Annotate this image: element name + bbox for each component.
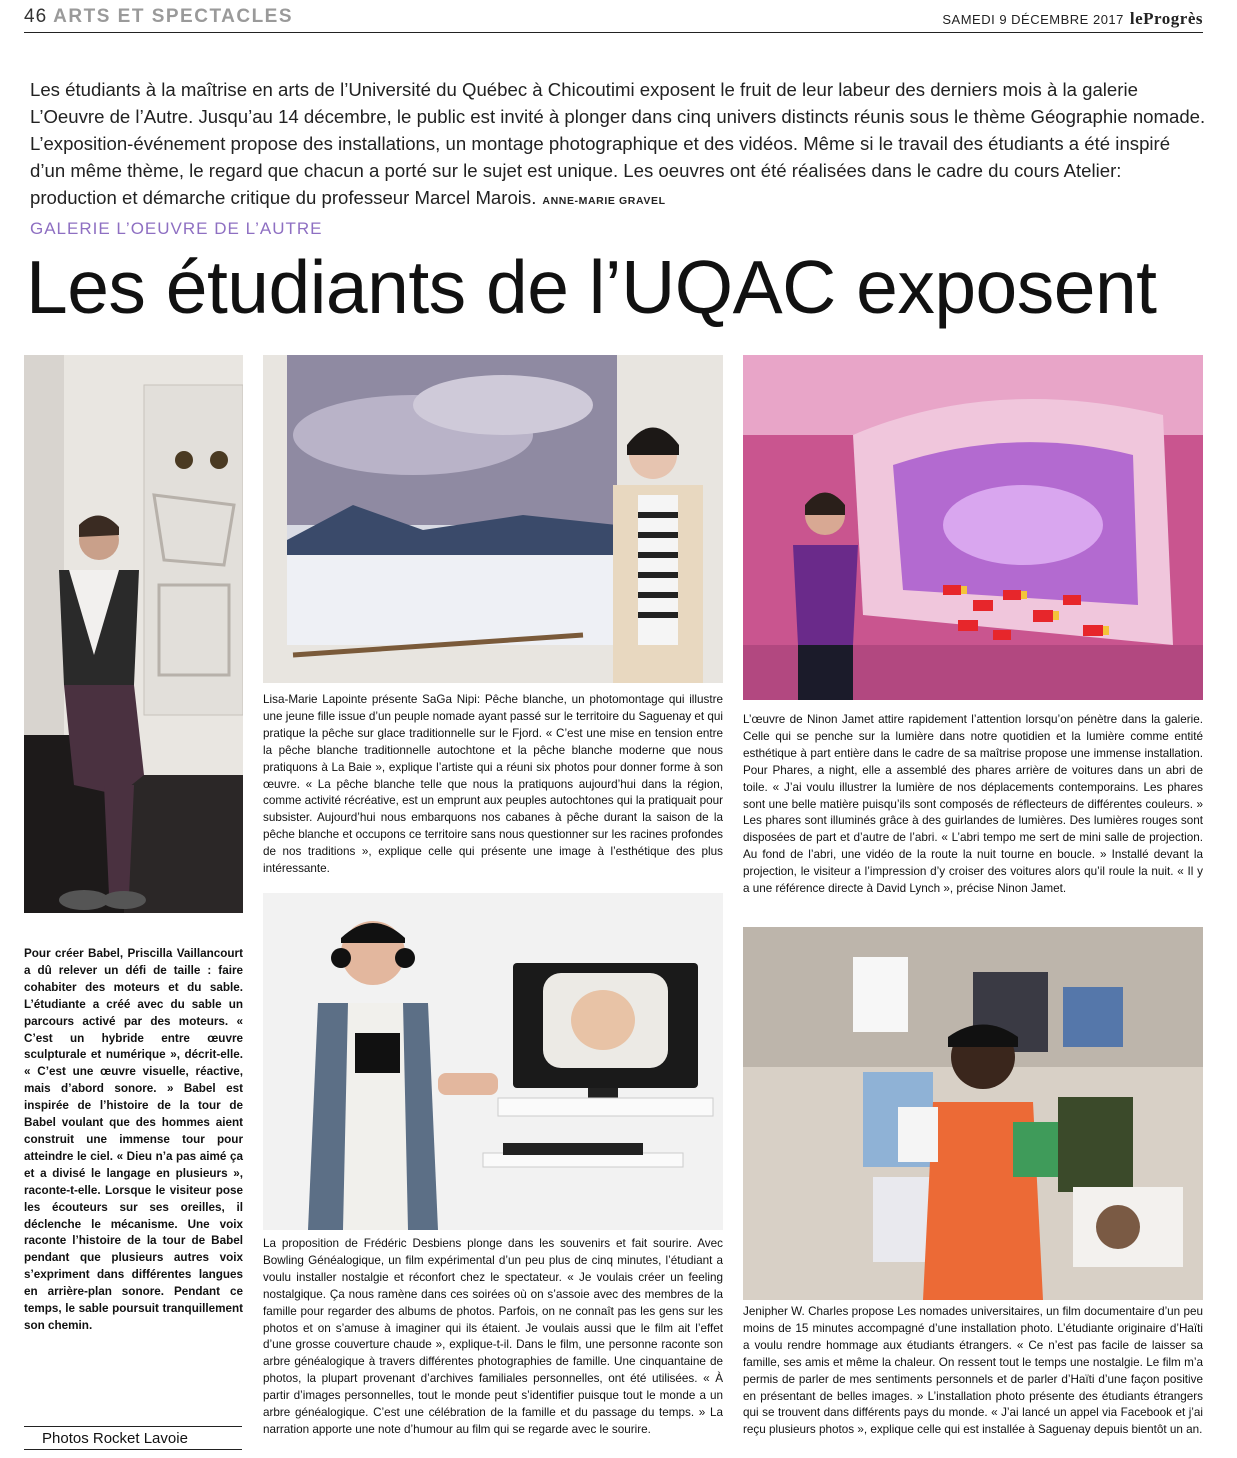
- caption-nomades: Jenipher W. Charles propose Les nomades universitaires, un film documentaire d’un peu moins de 15 minutes accompagné d’une installation photo. L’étudiante originaire d’Haïti a voulu rendre hommage aux étudiants étrangers. « Ce n’est pas facile de laisser sa famille, ses amis et même la chaleur. On ressent tout le temps une nostalgie. Le film m’a permis de parler de mes sentiments personnels et de parler d’Haïti d’une façon positive en présentant de belles images. » L’installation photo présente des étudiants étrangers qui se trouvent dans différents pays du monde. « J’ai lancé un appel via Facebook et j’ai reçu plusieurs photos », explique celle qui est installée à Saguenay depuis bientôt un an.: [743, 1305, 1203, 1437]
- caption-saga-nipi: Lisa-Marie Lapointe présente SaGa Nipi: Pêche blanche, un photomontage qui illustre une jeune fille issue d’un peuple nomade ayant passé sur le territoire du Saguenay et qui pratique la pêche sur glace traditionnelle sur le Fjord. « C’est une mise en tension entre la pêche blanche traditionnelle autochtone et la pêche blanche moderne que nous pratiquons à La Baie », explique l’artiste qui a réuni six photos pour donner forme à son œuvre. « La pêche blanche telle que nous la pratiquons aujourd’hui dans la région, comme activité récréative, est un emprunt aux peuples autochtones qui la pratiquait pour subsister. Aujourd’hui nous embarquons nos cabanes à pêche durant la saison de la pêche blanche et occupons ce territoire sans nous questionner sur les racines profondes de nos traditions », explique celle qui présente une image à l’esthétique des plus intéressante.: [263, 693, 724, 876]
- photo-babel: [24, 355, 243, 913]
- photo-nomades: [743, 927, 1203, 1300]
- lede-paragraph: [30, 76, 1210, 215]
- kicker: GALERIE L’OEUVRE DE L’AUTRE: [30, 219, 323, 238]
- page-folio: [24, 6, 293, 28]
- caption-babel: Pour créer Babel, Priscilla Vaillancourt a dû relever un défi de taille : faire cohabiter des moteurs et du sable. L’étudiante a créé avec du sable un parcours activé par des moteurs. « C’est un hybride entre œuvre sculpturale et numérique », décrit-elle. « C’est une œuvre visuelle, réactive, mais d’abord sonore. » Babel est inspirée de l’histoire de la tour de Babel voulant que des hommes aient construit une immense tour pour atteindre le ciel. « Dieu n’a pas aimé ça et a divisé le langage en plusieurs », raconte-t-elle. Lorsque le visiteur pose les écouteurs sur ses oreilles, il déclenche le mécanisme. Une voix raconte l’histoire de la tour de Babel pendant que plusieurs autres voix s’expriment dans différentes langues en arrière-plan sonore. Pendant ce temps, le sable poursuit tranquillement son chemin.: [24, 947, 243, 1332]
- caption-bowling: La proposition de Frédéric Desbiens plonge dans les souvenirs et fait sourire. Avec Bowling Généalogique, un film expérimental d’un peu plus de cinq minutes, l’étudiant a voulu installer nostalgie et réconfort chez le spectateur. « Je voulais créer un feeling nostalgique. Ça nous ramène dans ces soirées où on s’assoie avec des membres de la famille pour regarder des albums de photos. Parfois, on ne connaît pas les gens sur les photos et on s’amuse à imaginer qui ils étaient. Je voulais aussi que le film ait l’effet d’une grosse couverture chaude », explique-t-il. Dans le film, une personne raconte son arbre généalogique à travers différentes photographies de famille. Une cinquantaine de photos, la plupart provenant d’archives familiales personnelles, ont été utilisées. « À partir d’images personnelles, tout le monde peut s’identifier puisque tout le monde a un arbre généalogique. C’est une célébration de la famille et du passage du temps. » La narration apporte une note d’humour au film qui se regarde avec le sourire.: [263, 1237, 723, 1436]
- date-text: SAMEDI 9 DÉCEMBRE 2017: [942, 12, 1124, 27]
- header-rule: [24, 32, 1203, 33]
- issue-date: [942, 9, 1203, 29]
- section-name: ARTS ET SPECTACLES: [53, 6, 294, 27]
- byline: ANNE-MARIE GRAVEL: [542, 195, 666, 207]
- photo-credit: Photos Rocket Lavoie: [24, 1426, 242, 1450]
- lede-text: Les étudiants à la maîtrise en arts de l’Université du Québec à Chicoutimi exposent le fruit de leur labeur des derniers mois à la galerie L’Oeuvre de l’Autre. Jusqu’au 14 décembre, le public est invité à plonger dans cinq univers distincts réunis sous le thème Géographie nomade. L’exposition-événement propose des installations, un montage photographique et des vidéos. Même si le travail des étudiants a été inspiré d’un même thème, le regard que chacun a porté sur le sujet est unique. Les oeuvres ont été réalisées dans le cadre du cours Atelier: production et démarche critique du professeur Marcel Marois.: [30, 79, 1206, 208]
- page-number: 46: [24, 6, 48, 27]
- photo-phares: [743, 355, 1203, 700]
- photo-saga-nipi: [263, 355, 723, 683]
- caption-phares: L’œuvre de Ninon Jamet attire rapidement l’attention lorsqu’on pénètre dans la galerie. Celle qui se penche sur la lumière dans notre quotidien et la lumière comme entité esthétique à part entière dans le cadre de sa maîtrise propose une immense installation. Pour Phares, a night, elle a assemblé des phares arrière de voitures dans un abri de toile. « J’ai voulu illustrer la lumière de nos déplacements contemporains. Les phares sont une belle matière puisqu’ils sont composés de réflecteurs de différentes couleurs. » Les phares sont illuminés grâce à des guirlandes de lumières. Des lumières rouges sont disposées de part et d’autre de l’abri. « L’abri tempo me sert de mini salle de projection. Au fond de l’abri, une vidéo de la route la nuit tourne en boucle. » Installé devant la projection, le visiteur a l’impression d’y croiser des voitures alors qu’il roule la nuit. « Il y a une référence directe à David Lynch », précise Ninon Jamet.: [743, 713, 1203, 896]
- photo-bowling: [263, 893, 723, 1230]
- newspaper-logo: leProgrès: [1129, 9, 1203, 28]
- headline: Les étudiants de l’UQAC exposent: [26, 245, 1157, 329]
